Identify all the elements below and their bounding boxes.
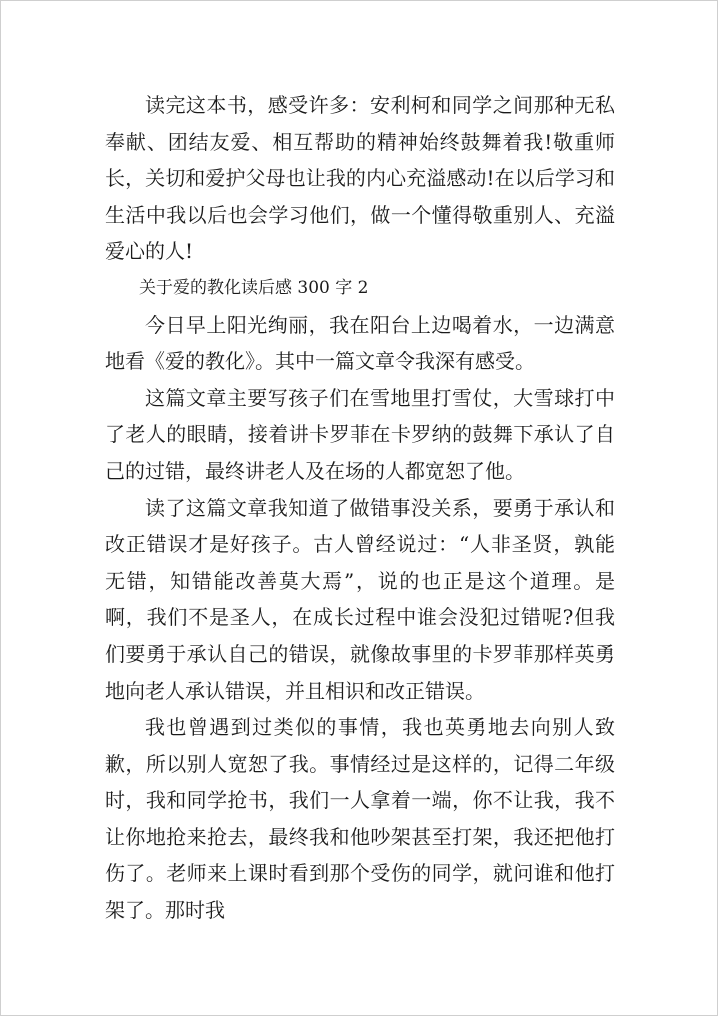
paragraph-5: 我也曾遇到过类似的事情，我也英勇地去向别人致歉，所以别人宽恕了我。事情经过是这样的，记得二年级时，我和同学抢书，我们一人拿着一端，你不让我，我不让你地抢来抢去，最终我和他吵架甚至打架，我还把他打伤了。老师来上课时看到那个受伤的同学，就问谁和他打架了。那时我 xyxy=(105,715,615,923)
document-body xyxy=(105,87,615,929)
paragraph-2: 今日早上阳光绚丽，我在阳台上边喝着水，一边满意地看《爱的教化》。其中一篇文章令我深有感受。 xyxy=(105,312,615,374)
paragraph-3: 这篇文章主要写孩子们在雪地里打雪仗，大雪球打中了老人的眼睛，接着讲卡罗菲在卡罗纳的鼓舞下承认了自己的过错，最终讲老人及在场的人都宽恕了他。 xyxy=(105,385,615,483)
paragraph-4: 读了这篇文章我知道了做错事没关系，要勇于承认和改正错误才是好孩子。古人曾经说过：“人非圣贤，孰能无错，知错能改善莫大焉”，说的也正是这个道理。是啊，我们不是圣人，在成长过程中谁会没犯过错呢?但我们要勇于承认自己的错误，就像故事里的卡罗菲那样英勇地向老人承认错误，并且相识和改正错误。 xyxy=(105,495,615,703)
section-heading: 关于爱的教化读后感 300 字 2 xyxy=(139,277,369,298)
paragraph-1: 读完这本书，感受许多：安利柯和同学之间那种无私奉献、团结友爱、相互帮助的精神始终鼓舞着我!敬重师长，关切和爱护父母也让我的内心充溢感动!在以后学习和生活中我以后也会学习他们，做一个懂得敬重别人、充溢爱心的人! xyxy=(105,93,615,264)
